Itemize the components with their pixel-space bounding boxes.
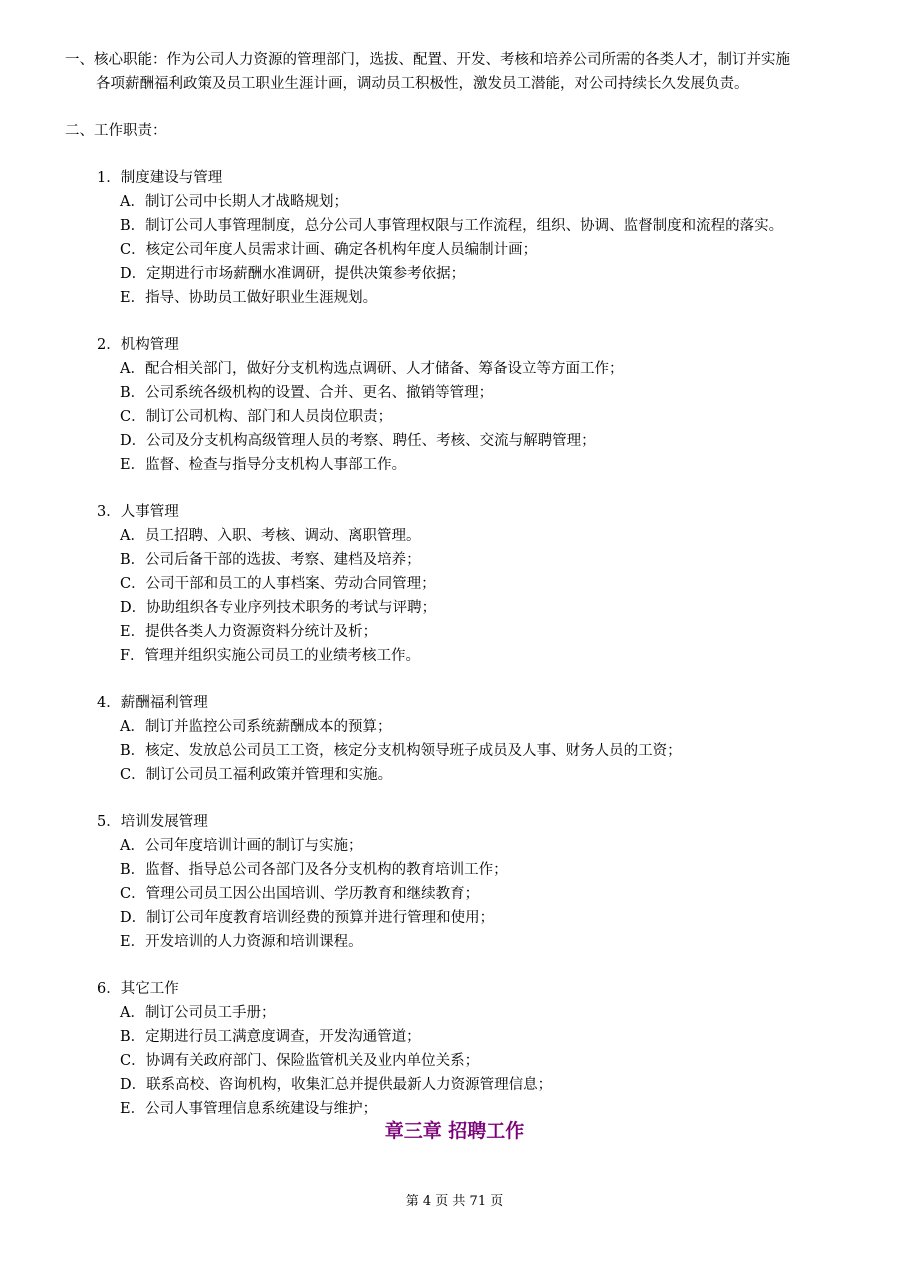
duty-item: E．提供各类人力资源资料分统计及析； xyxy=(120,624,378,640)
duty-section xyxy=(97,500,877,668)
duty-item: A．公司年度培训计画的制订与实施； xyxy=(120,838,363,854)
duty-item: B．公司后备干部的选拔、考察、建档及培养； xyxy=(120,552,421,568)
duty-item: B．核定、发放总公司员工工资，核定分支机构领导班子成员及人事、财务人员的工资； xyxy=(120,743,682,759)
duty-section xyxy=(97,977,877,1121)
duty-item: B．制订公司人事管理制度，总分公司人事管理权限与工作流程，组织、协调、监督制度和流程的落实。 xyxy=(120,218,784,234)
section-title: 2．机构管理 xyxy=(97,337,179,353)
duty-section xyxy=(97,166,877,310)
duty-item: C．制订公司员工福利政策并管理和实施。 xyxy=(120,767,393,783)
core-function-line-2: 各项薪酬福利政策及员工职业生涯计画，调动员工积极性，激发员工潜能，对公司持续长久发展负责。 xyxy=(96,76,749,92)
duty-item: A．制订公司员工手册； xyxy=(120,1005,276,1021)
duty-section xyxy=(97,333,877,477)
duty-item: B．监督、指导总公司各部门及各分支机构的教育培训工作； xyxy=(120,862,508,878)
duty-item: A．制订并监控公司系统薪酬成本的预算； xyxy=(120,719,392,735)
duty-item: E．指导、协助员工做好职业生涯规划。 xyxy=(120,290,378,306)
duty-item: E．开发培训的人力资源和培训课程。 xyxy=(120,934,363,950)
duty-item: A．配合相关部门，做好分支机构选点调研、人才储备、筹备设立等方面工作； xyxy=(120,361,624,377)
duty-item: A．制订公司中长期人才战略规划； xyxy=(120,194,348,210)
duty-item: D．协助组织各专业序列技术职务的考试与评聘； xyxy=(120,600,437,616)
duty-item: C．公司干部和员工的人事档案、劳动合同管理； xyxy=(120,576,436,592)
core-function-line-1: 一、核心职能：作为公司人力资源的管理部门，选拔、配置、开发、考核和培养公司所需的各类人才，制订并实施 xyxy=(65,52,790,68)
chapter-heading: 章三章 招聘工作 xyxy=(384,1120,525,1142)
duty-item: D．公司及分支机构高级管理人员的考察、聘任、考核、交流与解聘管理； xyxy=(120,433,596,449)
duty-item: D．定期进行市场薪酬水准调研，提供决策参考依据； xyxy=(120,266,466,282)
duty-section xyxy=(97,810,877,954)
duty-item: E．公司人事管理信息系统建设与维护； xyxy=(120,1101,378,1117)
duty-item: B．公司系统各级机构的设置、合并、更名、撤销等管理； xyxy=(120,385,494,401)
duty-item: C．制订公司机构、部门和人员岗位职责； xyxy=(120,409,393,425)
duty-item: F．管理并组织实施公司员工的业绩考核工作。 xyxy=(120,648,421,664)
duty-item: B．定期进行员工满意度调查，开发沟通管道； xyxy=(120,1029,421,1045)
section-title: 4．薪酬福利管理 xyxy=(97,695,208,711)
duty-item: C．协调有关政府部门、保险监管机关及业内单位关系； xyxy=(120,1053,480,1069)
section-title: 5．培训发展管理 xyxy=(97,814,208,830)
duty-item: C．核定公司年度人员需求计画、确定各机构年度人员编制计画； xyxy=(120,242,538,258)
duty-item: D．制订公司年度教育培训经费的预算并进行管理和使用； xyxy=(120,910,495,926)
duty-item: E．监督、检查与指导分支机构人事部工作。 xyxy=(120,457,407,473)
duties-heading: 二、工作职责： xyxy=(65,123,167,139)
section-title: 6．其它工作 xyxy=(97,981,179,997)
duty-item: A．员工招聘、入职、考核、调动、离职管理。 xyxy=(120,528,421,544)
section-title: 3．人事管理 xyxy=(97,504,179,520)
page-footer: 第 4 页 共 71 页 xyxy=(405,1194,504,1209)
duty-item: C．管理公司员工因公出国培训、学历教育和继续教育； xyxy=(120,886,480,902)
duty-item: D．联系高校、咨询机构，收集汇总并提供最新人力资源管理信息； xyxy=(120,1077,553,1093)
core-function-paragraph xyxy=(65,48,855,96)
section-title: 1．制度建设与管理 xyxy=(97,170,223,186)
duties-sections xyxy=(97,166,877,1144)
duty-section xyxy=(97,691,877,787)
